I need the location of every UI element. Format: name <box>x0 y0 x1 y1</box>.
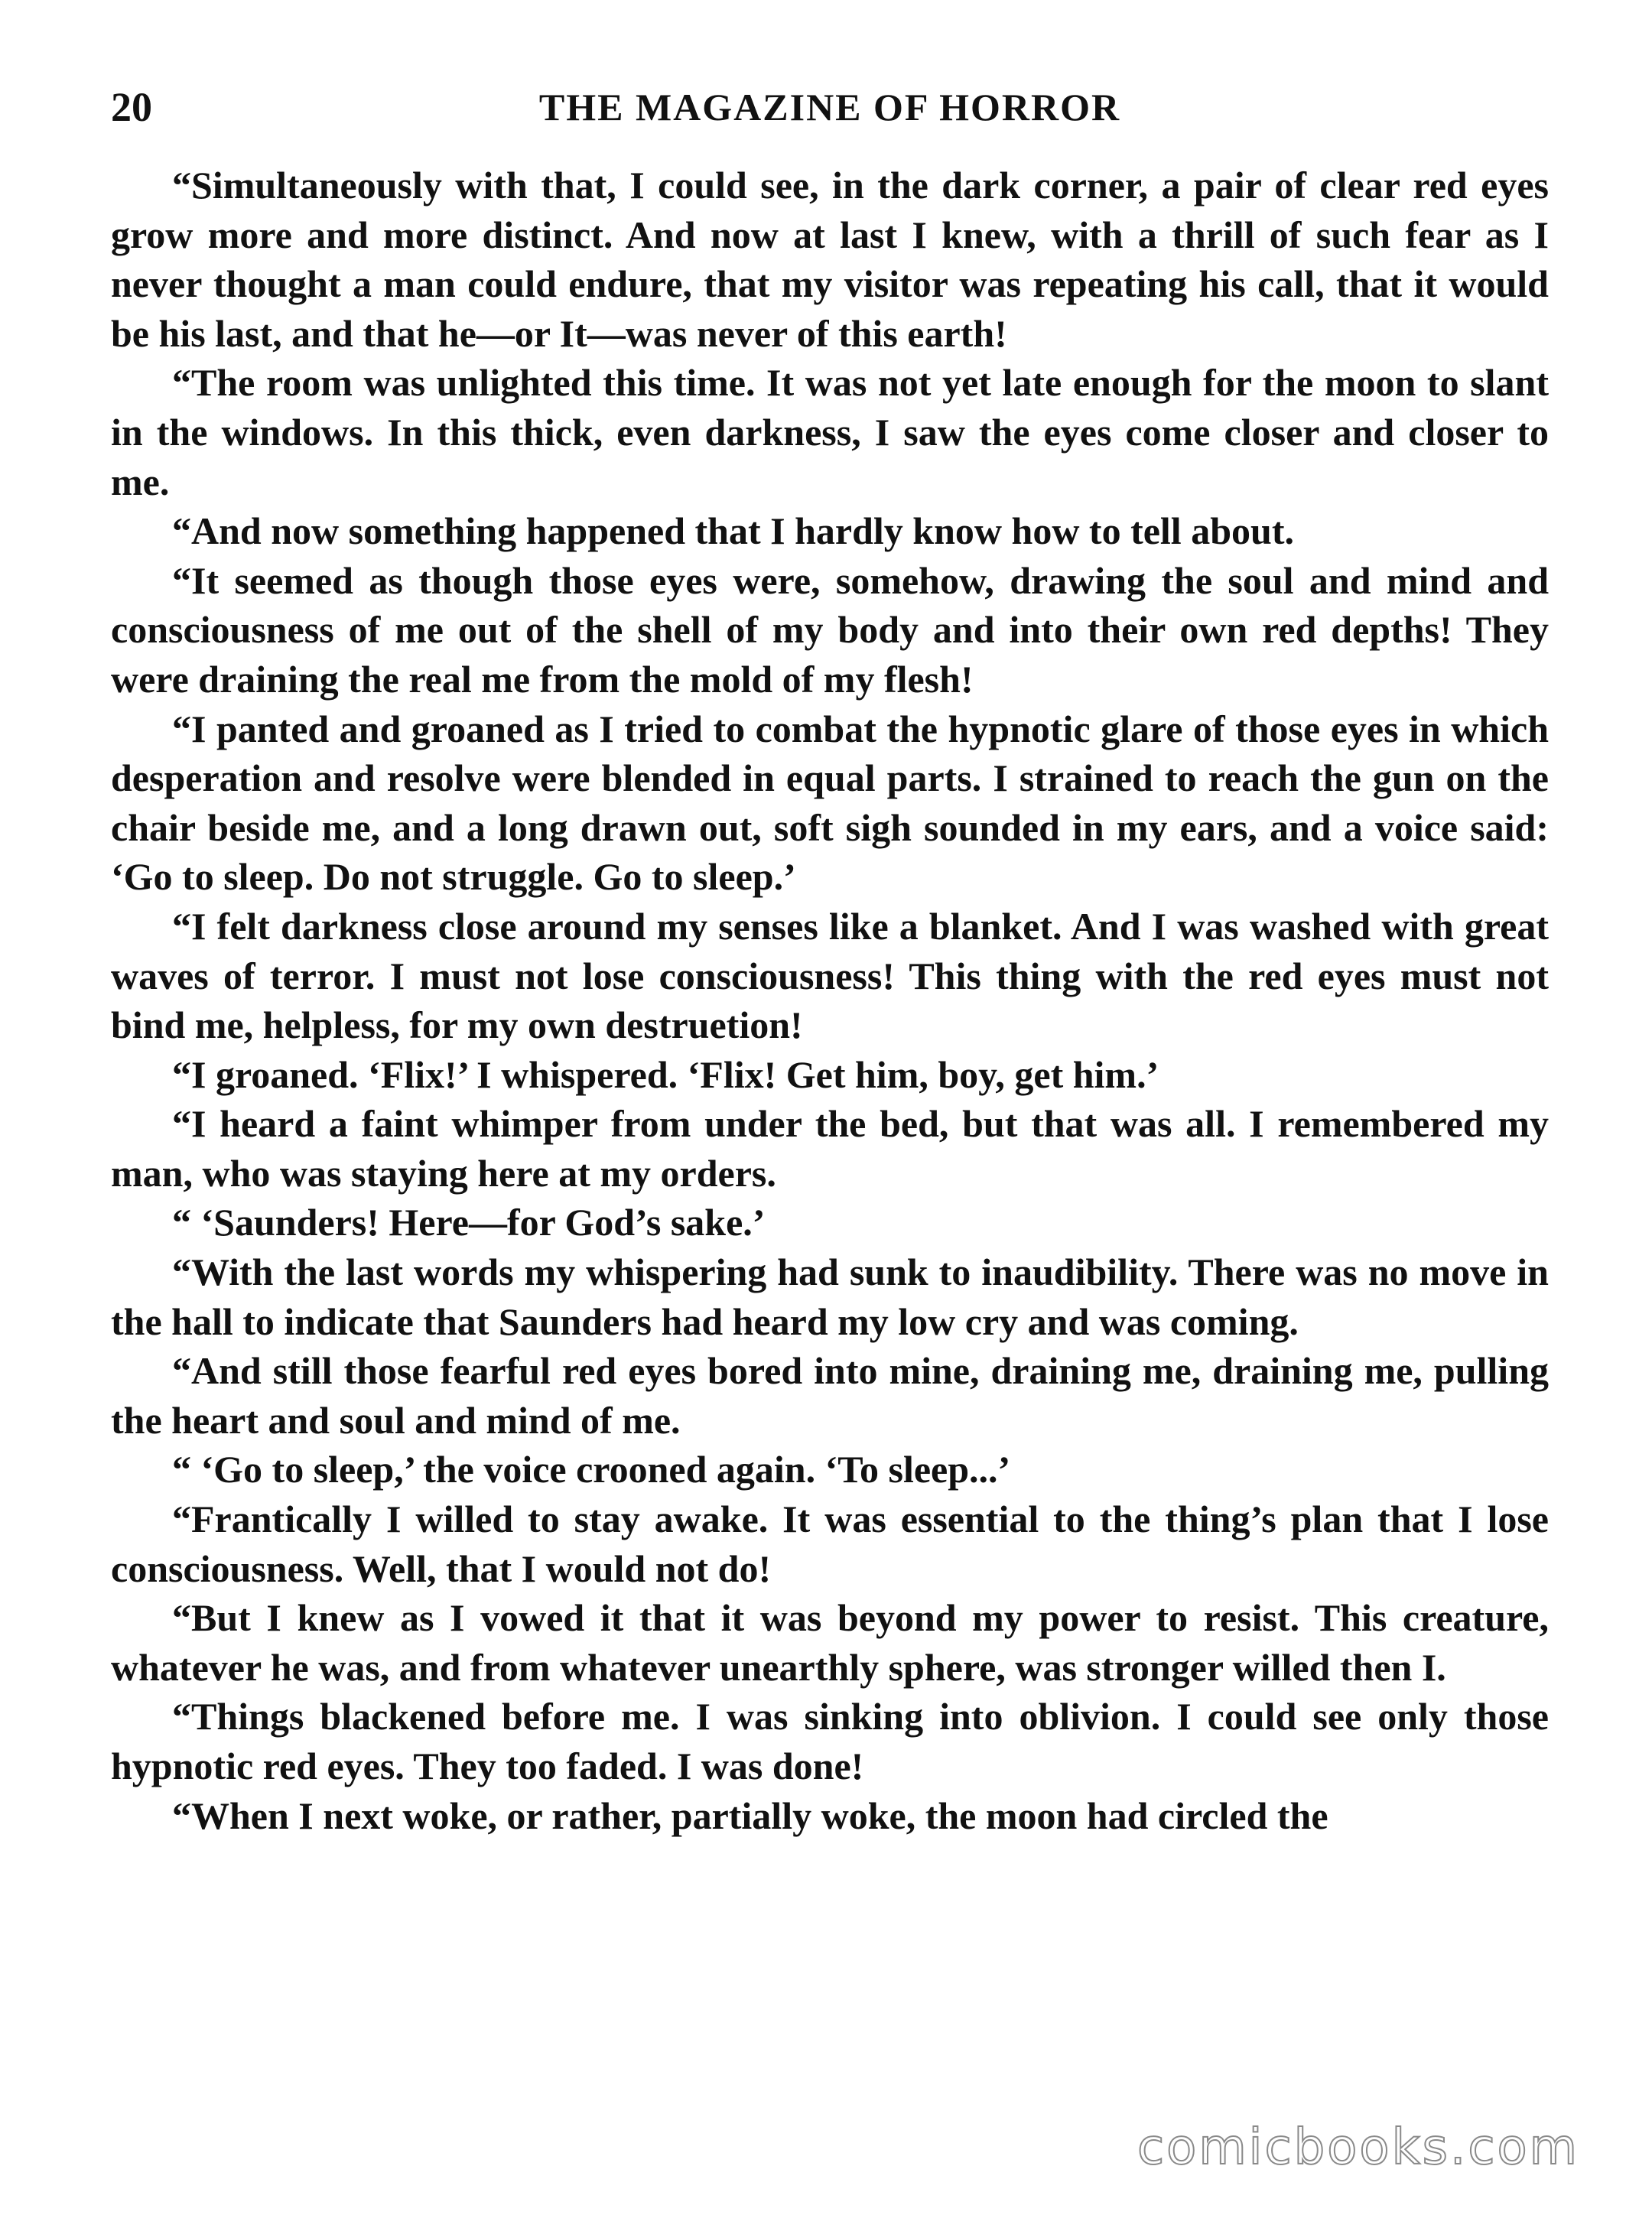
paragraph: “Things blackened before me. I was sinking into oblivion. I could see only those hypnotic red eyes. They too faded. I was done! <box>111 1695 1549 1787</box>
paragraph: “Frantically I willed to stay awake. It was essential to the thing’s plan that I lose consciousness. Well, that I would not do! <box>111 1498 1549 1590</box>
paragraph: “And now something happened that I hardly know how to tell about. <box>172 509 1294 553</box>
paragraph: “The room was unlighted this time. It was not yet late enough for the moon to slant in the windows. In this thick, even darkness, I saw the eyes come closer and closer to me. <box>111 361 1549 503</box>
paragraph: “But I knew as I vowed it that it was beyond my power to resist. This creature, whatever he was, and from whatever unearthly sphere, was stronger willed then I. <box>111 1596 1549 1689</box>
paragraph: “With the last words my whispering had sunk to inaudibility. There was no move in the hall to indicate that Saunders had heard my low cry and was coming. <box>111 1250 1549 1343</box>
paragraph: “It seemed as though those eyes were, somehow, drawing the soul and mind and consciousness of me out of the shell of my body and into their own red depths! They were draining the real me from the mold of my flesh! <box>111 558 1549 701</box>
paragraph: “I groaned. ‘Flix!’ I whispered. ‘Flix! Get him, boy, get him.’ <box>172 1052 1159 1096</box>
paragraph: “And still those fearful red eyes bored into mine, draining me, draining me, pulling the heart and soul and mind of me. <box>111 1349 1549 1442</box>
paragraph: “I felt darkness close around my senses like a blanket. And I was washed with great waves of terror. I must not lose consciousness! This thing with the red eyes must not bind me, helpless, for my own destruetion! <box>111 904 1549 1047</box>
paragraph: “ ‘Go to sleep,’ the voice crooned again. ‘To sleep...’ <box>172 1448 1011 1491</box>
page-number: 20 <box>111 84 152 130</box>
paragraph: “When I next woke, or rather, partially woke, the moon had circled the <box>172 1794 1328 1837</box>
running-title: THE MAGAZINE OF HORROR <box>538 86 1121 128</box>
story-text <box>111 161 1549 1840</box>
watermark: comicbooks.com <box>1137 2119 1579 2176</box>
paragraph: “I panted and groaned as I tried to combat the hypnotic glare of those eyes in which desperation and resolve were blended in equal parts. I strained to reach the gun on the chair beside me, and a long drawn out, soft sigh sounded in my ears, and a voice said: ‘Go to sleep. Do not struggle. Go to sleep.’ <box>111 707 1549 899</box>
paragraph: “Simultaneously with that, I could see, in the dark corner, a pair of clear red eyes grow more and more distinct. And now at last I knew, with a thrill of such fear as I never thought a man could endure, that my visitor was repeating his call, that it would be his last, and that he—or It—was never of this earth! <box>111 164 1549 355</box>
paragraph: “ ‘Saunders! Here—for God’s sake.’ <box>172 1201 766 1244</box>
paragraph: “I heard a faint whimper from under the bed, but that was all. I remembered my man, who was staying here at my orders. <box>111 1102 1549 1195</box>
page-header <box>111 76 1549 138</box>
